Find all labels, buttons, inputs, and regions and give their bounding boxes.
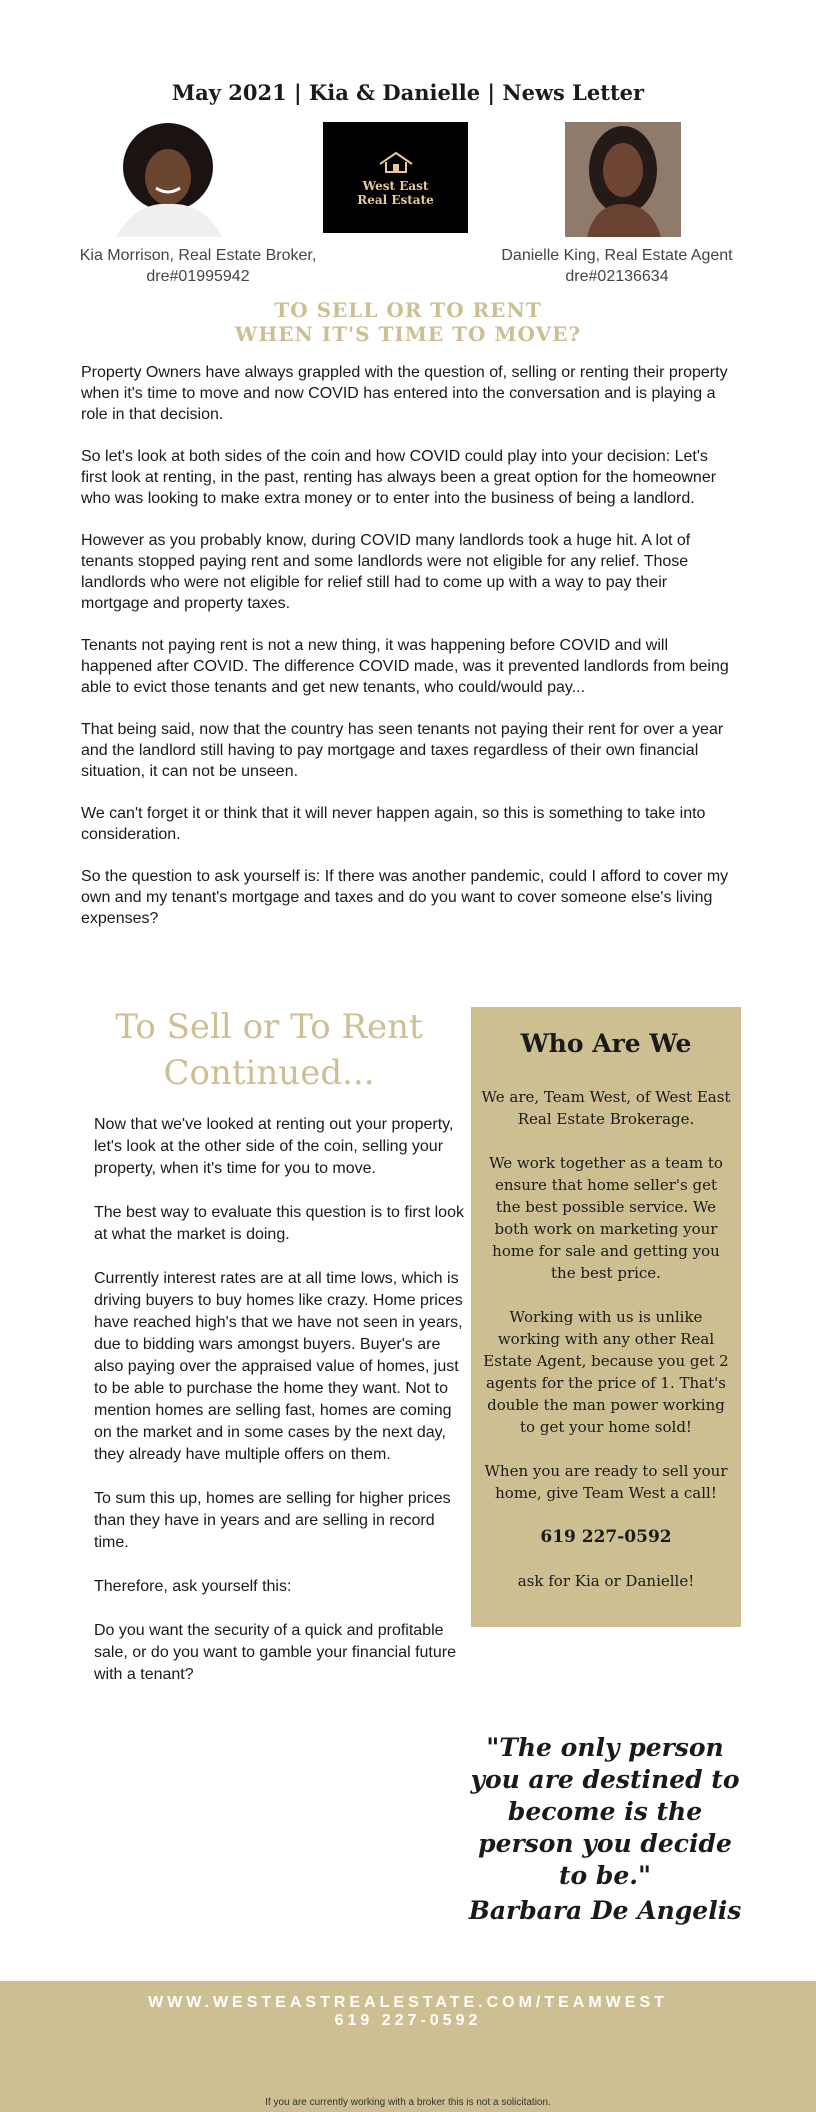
- kia-name: Kia Morrison, Real Estate Broker,: [79, 247, 317, 264]
- quote-author: Barbara De Angelis: [468, 1896, 742, 1925]
- who-are-we-box: [471, 1007, 741, 1627]
- intro-paragraph: That being said, now that the country has seen tenants not paying their rent for over a year and the landlord still having to pay mortgage and taxes regardless of their own financial situation, it can not be unseen.: [81, 721, 724, 780]
- company-logo: [323, 122, 468, 233]
- continued-paragraph: Currently interest rates are at all time lows, which is driving buyers to buy homes like crazy. Home prices have reached high's that we have not seen in years, due to bidding wars amongst buyers. Buyer's are also paying over the appraised value of homes, just to be able to purchase the home they want. Not to mention homes are selling fast, homes are coming on the market and in some cases by the next day, they already have multiple offers on them.: [94, 1270, 463, 1463]
- who-phone: 619 227-0592: [540, 1527, 672, 1547]
- intro-paragraph: We can't forget it or think that it will never happen again, so this is something to take into consideration.: [81, 805, 706, 843]
- danielle-name: Danielle King, Real Estate Agent: [501, 247, 733, 264]
- subhead-line-2: WHEN IT'S TIME TO MOVE?: [234, 322, 582, 346]
- continued-heading-line-2: Continued...: [163, 1053, 375, 1093]
- danielle-photo: [565, 122, 681, 237]
- kia-photo: [106, 122, 226, 237]
- newsletter-title: May 2021 | Kia & Danielle | News Letter: [171, 80, 645, 105]
- logo-line-1: West East: [362, 179, 429, 193]
- kia-caption: [68, 245, 328, 287]
- danielle-caption: [487, 245, 747, 287]
- footer-url[interactable]: WWW.WESTEASTREALESTATE.COM/TEAMWEST: [148, 1994, 668, 2011]
- continued-heading: [94, 1004, 444, 1096]
- intro-paragraph: So the question to ask yourself is: If there was another pandemic, could I afford to cover my own and my tenant's mortgage and taxes and do you want to cover someone else's living expenses?: [81, 868, 729, 927]
- subhead-line-1: TO SELL OR TO RENT: [274, 298, 542, 322]
- who-paragraph: Working with us is unlike working with any other Real Estate Agent, because you get 2 agents for the price of 1. That's double the man power working to get your home sold!: [483, 1308, 729, 1436]
- disclaimer: If you are currently working with a broker this is not a solicitation.: [265, 2097, 551, 2108]
- who-paragraph: We are, Team West, of West East Real Estate Brokerage.: [481, 1088, 731, 1128]
- section-subhead: [0, 298, 816, 346]
- continued-article: [94, 1114, 464, 1708]
- who-heading: Who Are We: [520, 1029, 692, 1058]
- who-ask: ask for Kia or Danielle!: [517, 1572, 695, 1590]
- logo-line-2: Real Estate: [357, 193, 434, 207]
- intro-paragraph: Property Owners have always grappled with the question of, selling or renting their property when it's time to move and now COVID has entered into the conversation and is playing a role in that decision.: [81, 364, 728, 423]
- who-paragraph: When you are ready to sell your home, give Team West a call!: [484, 1462, 728, 1502]
- continued-paragraph: Therefore, ask yourself this:: [94, 1578, 292, 1595]
- quote-text: "The only person you are destined to become is the person you decide to be.": [470, 1733, 740, 1890]
- intro-article: [81, 362, 737, 950]
- continued-paragraph: Do you want the security of a quick and profitable sale, or do you want to gamble your financial future with a tenant?: [94, 1622, 456, 1683]
- danielle-license: dre#02136634: [565, 268, 669, 285]
- who-paragraph: We work together as a team to ensure that home seller's get the best possible service. We both work on marketing your home for sale and getting you the best price.: [489, 1154, 723, 1282]
- continued-paragraph: Now that we've looked at renting out your property, let's look at the other side of the coin, selling your property, when it's time for you to move.: [94, 1116, 454, 1177]
- continued-paragraph: The best way to evaluate this question is to first look at what the market is doing.: [94, 1204, 464, 1243]
- intro-paragraph: Tenants not paying rent is not a new thing, it was happening before COVID and will happened after COVID. The difference COVID made, was it prevented landlords from being able to evict those tenants and get new tenants, who could/would pay...: [81, 637, 729, 696]
- continued-heading-line-1: To Sell or To Rent: [115, 1007, 423, 1047]
- footer-phone: 619 227-0592: [334, 2012, 482, 2029]
- kia-license: dre#01995942: [146, 268, 250, 285]
- continued-paragraph: To sum this up, homes are selling for higher prices than they have in years and are selling in record time.: [94, 1490, 451, 1551]
- intro-paragraph: So let's look at both sides of the coin and how COVID could play into your decision: Let's first look at renting, in the past, renting has always been a great option for the homeowner who was looking to make extra money or to enter into the business of being a landlord.: [81, 448, 717, 507]
- intro-paragraph: However as you probably know, during COVID many landlords took a huge hit. A lot of tenants stopped paying rent and some landlords were not eligible for any relief. Those landlords who were not eligible for relief still had to come up with a way to pay their mortgage and property taxes.: [81, 532, 691, 612]
